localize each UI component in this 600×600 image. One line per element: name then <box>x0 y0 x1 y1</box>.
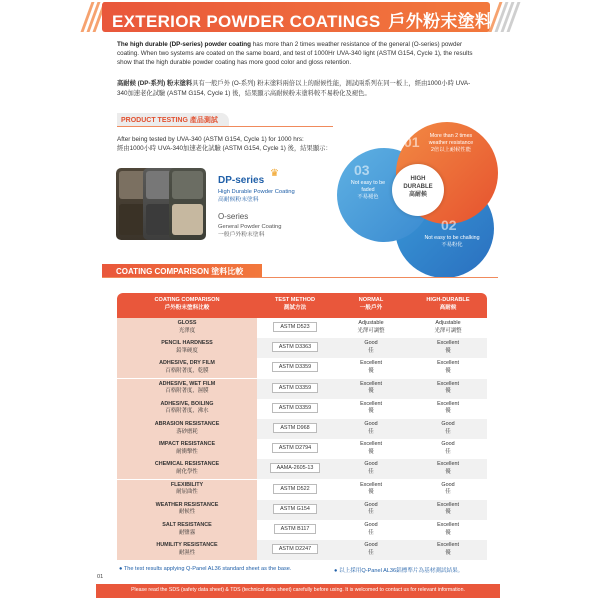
property-zh: 耐候性 <box>178 509 196 516</box>
property-label <box>117 461 257 476</box>
property-label <box>117 340 257 355</box>
method-text: ASTM D522 <box>273 484 316 494</box>
circle-3-zh: 不易褪色 <box>357 194 379 200</box>
method-text: ASTM D968 <box>273 423 316 433</box>
normal-value <box>333 482 409 497</box>
normal-en: Excellent <box>360 380 382 387</box>
method-text: ASTM B117 <box>274 524 317 534</box>
circle-2-en: Not easy to be chalking <box>424 235 480 241</box>
high-en: Excellent <box>437 360 459 367</box>
normal-zh: 佳 <box>368 509 374 516</box>
normal-value <box>333 441 409 456</box>
divider <box>117 126 333 127</box>
circle-number-2: 02 <box>441 217 457 233</box>
normal-zh: 優 <box>368 448 374 455</box>
center-label-1: HIGH <box>410 176 426 182</box>
high-zh: 優 <box>445 529 451 536</box>
circle-2-text <box>412 235 492 249</box>
property-en: SALT RESISTANCE <box>162 522 212 528</box>
method-label <box>257 544 333 554</box>
property-label <box>117 401 257 416</box>
normal-zh: 優 <box>368 489 374 496</box>
property-label <box>117 360 257 375</box>
property-label <box>117 522 257 537</box>
test-description-zh: 經由1000小時 UVA-340加速老化試驗 (ASTM G154, Cycle 1) 後，結果顯示： <box>117 145 332 153</box>
property-label <box>117 421 257 436</box>
high-en: Excellent <box>437 461 459 468</box>
intro-zh-lead: 高耐候 (DP-系列) 粉末塗料 <box>117 80 193 87</box>
th-normal-en: NORMAL <box>358 297 384 303</box>
normal-zh: 佳 <box>368 428 374 435</box>
property-zh: 百格附著度，沸水 <box>165 408 209 415</box>
normal-value <box>333 381 409 396</box>
property-en: ADHESIVE, DRY FILM <box>159 360 215 367</box>
property-label <box>117 441 257 456</box>
o-series-title: O-series <box>218 212 249 221</box>
property-zh: 百格附著度，乾膜 <box>165 367 209 374</box>
table-row <box>117 399 487 419</box>
property-en: ABRASION RESISTANCE <box>154 421 220 427</box>
high-value <box>409 381 487 396</box>
property-zh: 耐衝擊性 <box>176 448 198 455</box>
bottom-notice: Please read the SDS (safety data sheet) & TDS (technical data sheet) carefully before using. It is welcomed to contact us for relevant information. <box>131 587 465 593</box>
crown-icon: ♛ <box>270 168 279 179</box>
page-title <box>112 7 492 32</box>
method-label <box>257 362 333 372</box>
table-row <box>117 358 487 378</box>
circle-2-zh: 不易粉化 <box>441 242 463 248</box>
high-en: Excellent <box>437 340 459 347</box>
th-property-en: COATING COMPARISON <box>154 297 220 303</box>
o-sub-zh: 一般戶外粉末塗料 <box>218 232 265 238</box>
high-zh: 優 <box>445 468 451 475</box>
property-label <box>117 502 257 517</box>
th-method-zh: 測試方法 <box>283 304 307 311</box>
property-zh: 耐濕性 <box>178 549 196 556</box>
circle-1-zh: 2倍以上耐候性能 <box>430 147 472 153</box>
property-en: ADHESIVE, BOILING <box>160 400 214 407</box>
intro-zh-body: 具有一般戶外 (O-系列) 粉末塗料兩倍以上的耐候性能，測試兩系列在同一板上，經由1000小時 UVA-340加速老化試驗 (ASTM G154, Cycle 1) 後，結果顯示高耐候粉末塗料較不易粉化及褪色。 <box>117 80 471 97</box>
high-zh: 佳 <box>445 448 451 455</box>
dp-series-title: DP-series <box>218 175 265 186</box>
high-en: Excellent <box>437 380 459 387</box>
center-label <box>392 175 444 199</box>
high-en: Good <box>441 481 455 488</box>
normal-zh: 佳 <box>368 549 374 556</box>
normal-value <box>333 421 409 436</box>
th-normal-zh: 一般戶外 <box>359 304 383 311</box>
table-row <box>117 318 487 338</box>
normal-value <box>333 461 409 476</box>
th-property-zh: 戶外粉末塗料比較 <box>164 304 210 311</box>
th-high-zh: 高耐候 <box>439 304 457 311</box>
normal-value <box>333 542 409 557</box>
high-value <box>409 482 487 497</box>
normal-en: Good <box>364 421 378 427</box>
normal-en: Good <box>364 461 378 468</box>
footnote-zh-text: 以上採用Q-Panel AL36鋁標準片為基材測試結果。 <box>338 568 464 574</box>
method-label <box>257 423 333 433</box>
normal-zh: 優 <box>368 388 374 395</box>
dp-sub-zh: 高耐候粉末塗料 <box>218 197 259 203</box>
high-zh: 優 <box>445 388 451 395</box>
high-value <box>409 502 487 517</box>
property-label <box>117 381 257 396</box>
table-row <box>117 520 487 540</box>
table-row <box>117 439 487 459</box>
property-en: IMPACT RESISTANCE <box>158 441 216 448</box>
property-zh: 落砂磨耗 <box>176 428 198 435</box>
high-en: Excellent <box>437 400 459 407</box>
method-label <box>257 322 333 332</box>
normal-zh: 佳 <box>368 468 374 475</box>
center-label-zh: 高耐候 <box>408 192 427 198</box>
circle-number-1: 01 <box>404 134 420 150</box>
method-label <box>257 484 333 494</box>
th-high <box>409 297 487 312</box>
method-text: AAMA-2605-13 <box>270 463 321 473</box>
circle-3-text <box>350 180 386 201</box>
property-label <box>117 542 257 557</box>
table-row <box>117 500 487 520</box>
product-testing-en: PRODUCT TESTING <box>121 117 188 124</box>
high-en: Excellent <box>437 501 459 508</box>
circle-1-en: More than 2 times weather resistance <box>428 133 474 146</box>
footnote-zh: ● 以上採用Q-Panel AL36鋁標準片為基材測試結果。 <box>334 568 464 574</box>
high-zh: 優 <box>445 367 451 374</box>
circle-number-3: 03 <box>354 162 370 178</box>
high-value <box>409 320 487 335</box>
intro-lead: The high durable (DP-series) powder coating <box>117 41 251 48</box>
property-zh: 百格附著度，濕膜 <box>165 388 209 395</box>
table-row <box>117 338 487 358</box>
normal-zh: 優 <box>368 408 374 415</box>
table-row <box>117 459 487 479</box>
high-value <box>409 441 487 456</box>
normal-en: Excellent <box>360 441 382 448</box>
normal-value <box>333 340 409 355</box>
table-row <box>117 379 487 399</box>
normal-zh: 佳 <box>368 529 374 536</box>
table-row <box>117 419 487 439</box>
comparison-label-zh: 塗料比較 <box>211 267 244 276</box>
high-en: Good <box>441 441 455 448</box>
th-method <box>257 297 333 312</box>
high-value <box>409 461 487 476</box>
method-label <box>257 342 333 352</box>
method-text: ASTM D3363 <box>272 342 318 352</box>
th-method-en: TEST METHOD <box>274 297 316 303</box>
method-text: ASTM D523 <box>273 322 316 332</box>
sample-panel-3 <box>169 168 206 240</box>
normal-en: Good <box>364 542 378 549</box>
high-zh: 優 <box>445 347 451 354</box>
high-value <box>409 340 487 355</box>
o-sub-en: General Powder Coating <box>218 224 282 230</box>
normal-en: Excellent <box>360 400 382 407</box>
method-label <box>257 504 333 514</box>
o-series-subtitle <box>218 223 281 239</box>
intro-zh <box>117 79 477 98</box>
center-label-2: DURABLE <box>403 184 433 190</box>
normal-zh: 優 <box>368 367 374 374</box>
method-label <box>257 443 333 453</box>
high-zh: 優 <box>445 549 451 556</box>
method-text: ASTM G154 <box>273 504 317 514</box>
method-label <box>257 524 333 534</box>
method-text: ASTM D2794 <box>272 443 318 453</box>
property-zh: 耐化學性 <box>176 468 198 475</box>
page-number: 01 <box>97 574 104 580</box>
table-row <box>117 540 487 560</box>
property-en: WEATHER RESISTANCE <box>155 501 219 508</box>
table-row <box>117 480 487 500</box>
high-value <box>409 542 487 557</box>
normal-zh: 佳 <box>368 347 374 354</box>
high-zh: 光澤可調整 <box>434 327 462 334</box>
dp-sub-en: High Durable Powder Coating <box>218 189 295 195</box>
footnote-en-text: The test results applying Q-Panel AL36 standard sheet as the base. <box>123 566 292 572</box>
test-description-en: After being tested by UVA-340 (ASTM G154, Cycle 1) for 1000 hrs: <box>117 136 304 143</box>
property-zh: 光澤度 <box>178 327 196 334</box>
dp-series-subtitle <box>218 188 295 204</box>
high-zh: 佳 <box>445 489 451 496</box>
method-text: ASTM D3359 <box>272 383 318 393</box>
normal-en: Adjustable <box>358 320 384 326</box>
high-value <box>409 421 487 436</box>
property-en: FLEXIBILITY <box>170 481 204 488</box>
property-zh: 鉛筆硬度 <box>176 347 198 354</box>
circle-3-en: Not easy to be faded <box>350 180 386 193</box>
property-zh: 耐屈曲性 <box>176 489 198 496</box>
divider <box>102 277 498 278</box>
method-label <box>257 463 333 473</box>
comparison-label-en: COATING COMPARISON <box>116 267 210 276</box>
method-text: ASTM D3359 <box>272 403 318 413</box>
high-en: Excellent <box>437 542 459 549</box>
method-text: ASTM D3359 <box>272 362 318 372</box>
page-title-zh: 戶外粉末塗料 <box>388 12 493 31</box>
property-label <box>117 482 257 497</box>
test-description <box>117 135 357 154</box>
th-high-en: HIGH-DURABLE <box>426 297 470 303</box>
normal-zh: 光澤可調整 <box>357 327 385 334</box>
property-en: ADHESIVE, WET FILM <box>158 380 216 387</box>
th-normal <box>333 297 409 312</box>
footnote-en: ● The test results applying Q-Panel AL36 standard sheet as the base. <box>119 566 292 572</box>
intro-body: has more than 2 times weather resistance of the general (O-series) powder coating. When two systems are coated on the same board, and test of 1000Hr UVA-340 light (ASTM G154, Cycle 1), the results show that the high durable powder coating has more good color and gloss retention. <box>117 41 473 67</box>
comparison-label <box>116 266 243 277</box>
normal-en: Excellent <box>360 360 382 367</box>
high-en: Excellent <box>437 522 459 528</box>
th-property <box>117 297 257 312</box>
normal-value <box>333 522 409 537</box>
property-en: HUMILITY RESISTANCE <box>156 542 218 549</box>
high-value <box>409 522 487 537</box>
normal-en: Good <box>364 522 378 528</box>
circle-1-text <box>422 133 480 154</box>
normal-value <box>333 401 409 416</box>
normal-value <box>333 360 409 375</box>
high-en: Adjustable <box>435 320 461 326</box>
normal-en: Good <box>364 340 378 347</box>
high-zh: 佳 <box>445 428 451 435</box>
intro-en <box>117 40 477 68</box>
method-label <box>257 403 333 413</box>
property-en: PENCIL HARDNESS <box>161 340 213 347</box>
high-zh: 優 <box>445 509 451 516</box>
normal-value <box>333 320 409 335</box>
method-label <box>257 383 333 393</box>
property-en: CHEMICAL RESISTANCE <box>154 461 220 468</box>
property-zh: 耐鹽霧 <box>178 529 196 536</box>
high-value <box>409 360 487 375</box>
normal-en: Good <box>364 501 378 508</box>
method-text: ASTM D2247 <box>272 544 318 554</box>
high-zh: 優 <box>445 408 451 415</box>
normal-en: Excellent <box>360 481 382 488</box>
high-value <box>409 401 487 416</box>
property-label <box>117 320 257 335</box>
product-testing-label <box>121 115 218 125</box>
property-en: GLOSS <box>177 320 197 326</box>
high-en: Good <box>441 421 455 427</box>
normal-value <box>333 502 409 517</box>
page-title-en: EXTERIOR POWDER COATINGS <box>112 12 381 31</box>
product-testing-zh: 產品測試 <box>189 117 218 124</box>
